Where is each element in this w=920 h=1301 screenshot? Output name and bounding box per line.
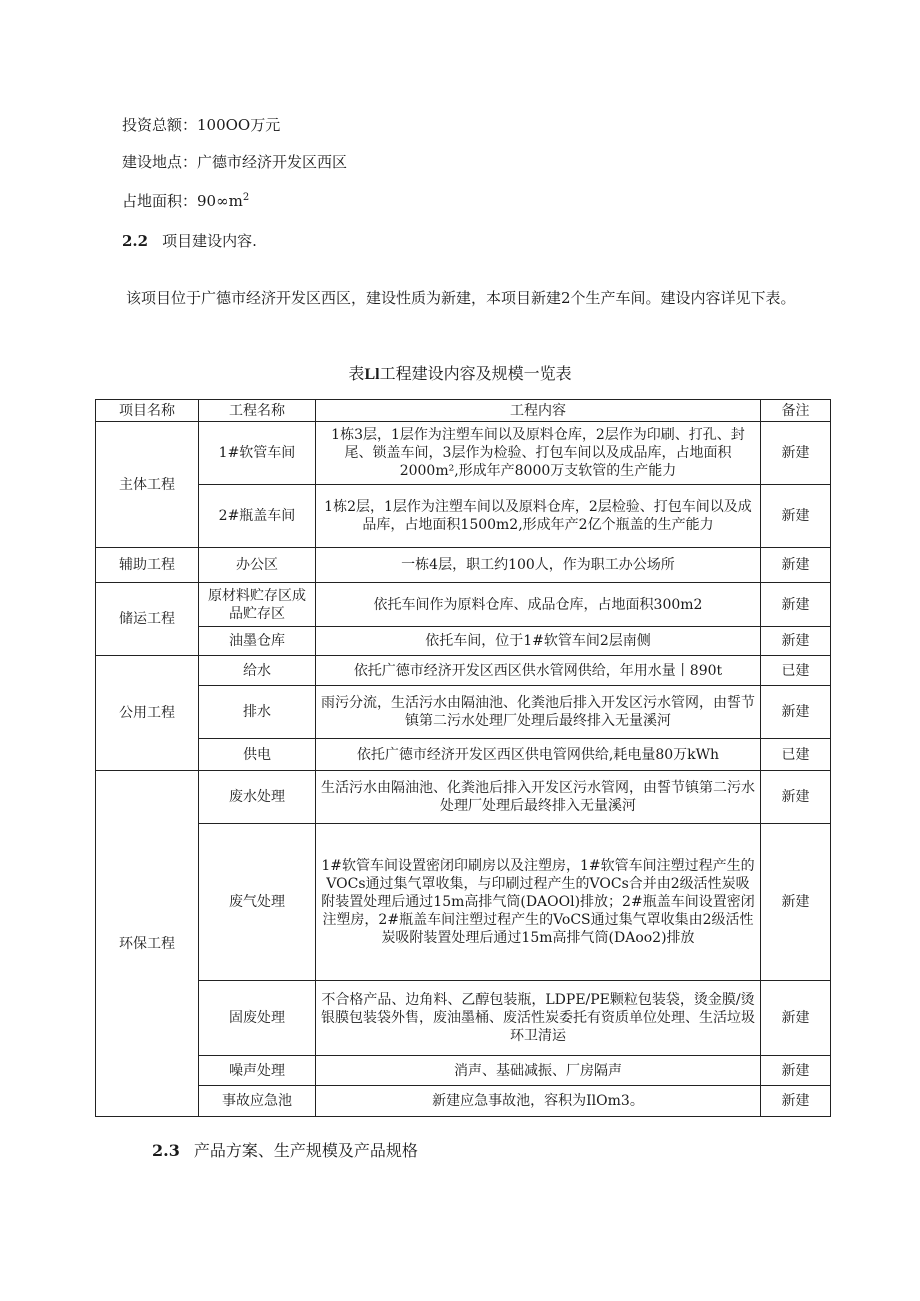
table-row bbox=[96, 627, 831, 656]
section-number: 2.2 bbox=[122, 232, 149, 250]
table-header-row bbox=[96, 400, 831, 422]
row-note: 新建 bbox=[761, 1056, 831, 1086]
section-title: 产品方案、生产规模及产品规格 bbox=[193, 1141, 418, 1160]
row-name: 噪声处理 bbox=[199, 1056, 316, 1086]
row-note: 新建 bbox=[761, 686, 831, 739]
row-name: 固废处理 bbox=[199, 981, 316, 1056]
row-content: 雨污分流，生活污水由隔油池、化粪池后排入开发区污水管网，由誓节镇第二污水处理厂处理后最终排入无量溪河 bbox=[316, 686, 761, 739]
caption-title: 工程建设内容及规模一览表 bbox=[379, 364, 572, 383]
section-2-2-heading bbox=[122, 231, 257, 251]
group-storage: 储运工程 bbox=[96, 583, 199, 656]
row-note: 新建 bbox=[761, 627, 831, 656]
table-row bbox=[96, 824, 831, 981]
construction-table bbox=[95, 399, 831, 1117]
group-public: 公用工程 bbox=[96, 656, 199, 771]
header-project: 项目名称 bbox=[96, 400, 199, 422]
location-line: 建设地点：广德市经济开发区西区 bbox=[122, 153, 348, 171]
row-content: 依托广德市经济开发区西区供电管网供给,耗电量80万kWh bbox=[316, 739, 761, 771]
table-row bbox=[96, 771, 831, 824]
row-note: 新建 bbox=[761, 583, 831, 627]
row-content: 依托车间作为原料仓库、成品仓库，占地面积300m2 bbox=[316, 583, 761, 627]
row-content: 新建应急事故池，容积为IlOm3。 bbox=[316, 1086, 761, 1117]
row-content: 1#软管车间设置密闭印刷房以及注塑房，1#软管车间注塑过程产生的VOCs通过集气罩收集，与印刷过程产生的VOCs合并由2级活性炭吸附装置处理后通过15m高排气筒(DAOOl)排放；2#瓶盖车间设置密闭注塑房，2#瓶盖车间注塑过程产生的VoCS通过集气罩收集由2级活性炭吸附装置处理后通过15m高排气筒(DAoo2)排放 bbox=[316, 824, 761, 981]
row-content: 依托广德市经济开发区西区供水管网供给，年用水量丨890t bbox=[316, 656, 761, 686]
table-row bbox=[96, 981, 831, 1056]
row-name: 办公区 bbox=[199, 548, 316, 583]
row-note: 新建 bbox=[761, 485, 831, 548]
table-row bbox=[96, 422, 831, 485]
table-row bbox=[96, 1056, 831, 1086]
row-content: 生活污水由隔油池、化粪池后排入开发区污水管网，由誓节镇第二污水处理厂处理后最终排入无量溪河 bbox=[316, 771, 761, 824]
table-row bbox=[96, 739, 831, 771]
group-main: 主体工程 bbox=[96, 422, 199, 548]
header-content: 工程内容 bbox=[316, 400, 761, 422]
section-title: 项目建设内容. bbox=[162, 232, 257, 250]
section-2-3-heading bbox=[152, 1141, 418, 1161]
caption-prefix: 表 bbox=[348, 364, 365, 383]
header-engineering: 工程名称 bbox=[199, 400, 316, 422]
row-note: 已建 bbox=[761, 739, 831, 771]
table-row bbox=[96, 656, 831, 686]
row-note: 新建 bbox=[761, 824, 831, 981]
table-row bbox=[96, 548, 831, 583]
row-content: 不合格产品、边角料、乙醇包装瓶，LDPE/PE颗粒包装袋，烫金膜/烫银膜包装袋外售，废油墨桶、废活性炭委托有资质单位处理、生活垃圾环卫清运 bbox=[316, 981, 761, 1056]
table-row bbox=[96, 485, 831, 548]
row-note: 新建 bbox=[761, 981, 831, 1056]
row-name: 废水处理 bbox=[199, 771, 316, 824]
table-row bbox=[96, 1086, 831, 1117]
table-caption bbox=[0, 363, 920, 386]
table-row bbox=[96, 583, 831, 627]
area-text: 占地面积：90∞m bbox=[122, 192, 243, 210]
investment-line: 投资总额：100OO万元 bbox=[122, 116, 281, 134]
group-env: 环保工程 bbox=[96, 771, 199, 1117]
row-name: 油墨仓库 bbox=[199, 627, 316, 656]
row-name: 废气处理 bbox=[199, 824, 316, 981]
area-superscript: 2 bbox=[242, 192, 250, 203]
caption-number: Ll bbox=[364, 366, 380, 383]
row-name: 2#瓶盖车间 bbox=[199, 485, 316, 548]
row-note: 新建 bbox=[761, 422, 831, 485]
row-note: 新建 bbox=[761, 1086, 831, 1117]
row-name: 1#软管车间 bbox=[199, 422, 316, 485]
row-content: 1栋3层，1层作为注塑车间以及原料仓库，2层作为印刷、打孔、封尾、锁盖车间，3层作为检验、打包车间以及成品库，占地面积2000m²,形成年产8000万支软管的生产能力 bbox=[316, 422, 761, 485]
row-name: 供电 bbox=[199, 739, 316, 771]
row-name: 给水 bbox=[199, 656, 316, 686]
group-aux: 辅助工程 bbox=[96, 548, 199, 583]
header-note: 备注 bbox=[761, 400, 831, 422]
table-row bbox=[96, 686, 831, 739]
row-note: 新建 bbox=[761, 548, 831, 583]
row-note: 新建 bbox=[761, 771, 831, 824]
row-content: 消声、基础减振、厂房隔声 bbox=[316, 1056, 761, 1086]
row-content: 一栋4层，职工约100人，作为职工办公场所 bbox=[316, 548, 761, 583]
row-name: 原材料贮存区成品贮存区 bbox=[199, 583, 316, 627]
row-name: 事故应急池 bbox=[199, 1086, 316, 1117]
row-name: 排水 bbox=[199, 686, 316, 739]
row-note: 已建 bbox=[761, 656, 831, 686]
row-content: 1栋2层，1层作为注塑车间以及原料仓库，2层检验、打包车间以及成品库，占地面积1500m2,形成年产2亿个瓶盖的生产能力 bbox=[316, 485, 761, 548]
area-line bbox=[122, 188, 249, 211]
section-number: 2.3 bbox=[152, 1141, 180, 1160]
row-content: 依托车间，位于1#软管车间2层南侧 bbox=[316, 627, 761, 656]
intro-paragraph: 该项目位于广德市经济开发区西区，建设性质为新建，本项目新建2个生产车间。建设内容详见下表。 bbox=[126, 289, 796, 307]
